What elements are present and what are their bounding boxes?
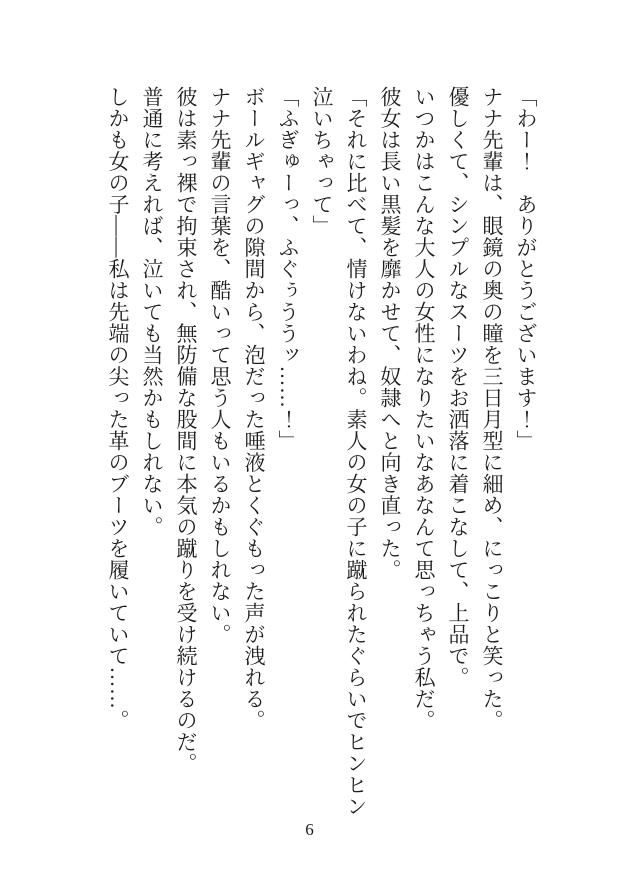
- text-line: 彼女は長い黒髪を靡かせて、奴隷へと向き直った。: [378, 86, 402, 581]
- vertical-text-area: [101, 86, 543, 830]
- text-line: 「ふぎゅーっ、ふぐぅううッ……！」: [276, 86, 300, 452]
- text-line: ナナ先輩の言葉を、酷いって思う人もいるかもしれない。: [208, 86, 232, 645]
- text-line: いつかはこんな大人の女性になりたいなあなんて思っちゃう私だ。: [412, 86, 436, 731]
- text-line: 彼は素っ裸で拘束され、無防備な股間に本気の蹴りを受け続けるのだ。: [174, 86, 198, 774]
- page-number: 6: [305, 820, 314, 839]
- text-line: 普通に考えれば、泣いても当然かもしれない。: [140, 86, 164, 538]
- text-line: 泣いちゃって」: [310, 86, 334, 237]
- text-line: 「わー！ ありがとうございます！」: [514, 86, 538, 452]
- text-line: しかも女の子――私は先端の尖った革のブーツを履いていて……。: [106, 86, 130, 731]
- text-line: 優しくて、シンプルなスーツをお洒落に着こなして、上品で。: [446, 86, 470, 688]
- text-line: ボールギャグの隙間から、泡だった唾液とくぐもった声が洩れる。: [242, 86, 266, 731]
- text-line: 「それに比べて、情けないわね。素人の女の子に蹴られたぐらいでヒンヒン: [344, 86, 368, 817]
- text-line: ナナ先輩は、眼鏡の奥の瞳を三日月型に細め、にっこりと笑った。: [480, 86, 504, 731]
